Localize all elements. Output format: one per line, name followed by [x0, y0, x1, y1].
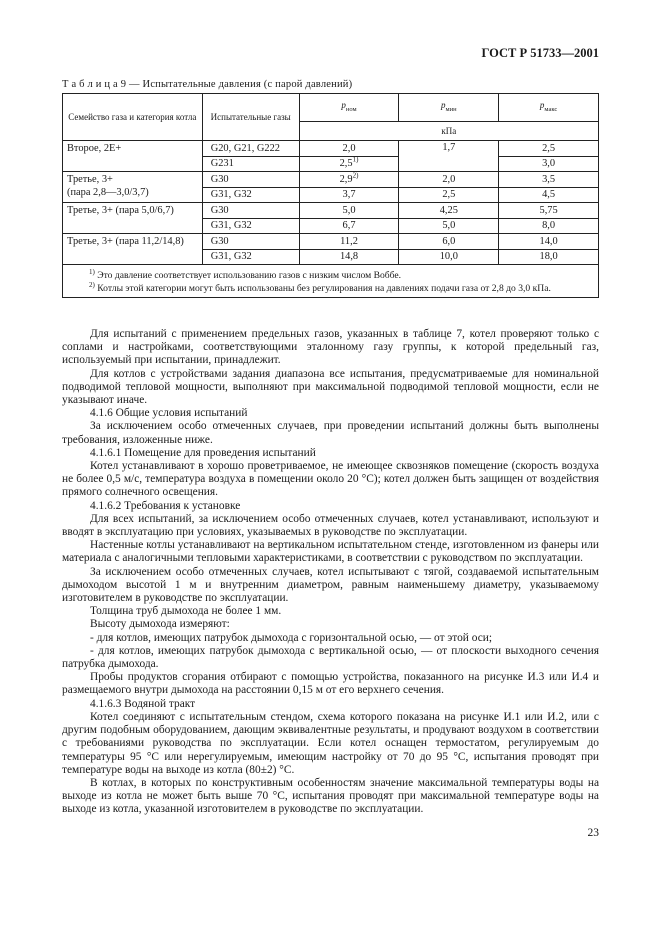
cell-max: 8,0 [499, 218, 599, 234]
paragraph: За исключением особо отмеченных случаев, при проведении испытаний должны быть выполнены требования, изложенные ниже. [62, 420, 599, 446]
cell-min: 1,7 [399, 141, 499, 172]
paragraph: В котлах, в которых по конструктивным особенностям значение максимальной температуры воды на выходе из котла не может быть выше 70 °С, испытания проводят при максимальной температуре воды на выходе из котла, указанной изготовителем в руководстве по эксплуатации. [62, 776, 599, 816]
header-p-nom: $p_{ном}$ [299, 94, 399, 122]
paragraph: Котел устанавливают в хорошо проветриваемое, не имеющее сквозняков помещение (скорость воздуха не более 0,5 м/с, температура воздуха в помещении около 20 °С); котел должен быть защищен от воздействия прямого солнечного освещения. [62, 460, 599, 499]
paragraph: Толщина труб дымохода не более 1 мм. [90, 605, 282, 618]
cell-max: 4,5 [499, 187, 599, 203]
cell-gas: G30 [202, 203, 299, 219]
cell-nom: 2,9$^{2)}$ [299, 172, 399, 188]
cell-gas: G31, G32 [202, 218, 299, 234]
cell-gas: G20, G21, G222 [202, 141, 299, 157]
table-notes-row [63, 265, 599, 298]
paragraph: Для всех испытаний, за исключением особо отмеченных случаев, котел устанавливают, используют и вводят в эксплуатацию при условиях, указываемых в руководстве по эксплуатации. [62, 512, 599, 539]
cell-min: 10,0 [399, 249, 499, 265]
cell-nom: 3,7 [299, 187, 399, 203]
paragraph: Для испытаний с применением предельных газов, указанных в таблице 7, котел проверяют только с соплами и настройками, соответствующими эталонному газу группы, к которой предельный газ, используемый при испытании, принадлежит. [62, 328, 599, 367]
cell-min: 2,0 [399, 172, 499, 188]
footnote-mark: 1) [352, 155, 359, 164]
cell-nom: 2,0 [299, 141, 399, 157]
cell-max: 3,0 [499, 156, 599, 172]
cell-max: 5,75 [499, 203, 599, 219]
header-p-min: $p_{мин}$ [399, 94, 499, 122]
document-header: ГОСТ Р 51733—2001 [481, 46, 599, 60]
paragraph: - для котлов, имеющих патрубок дымохода с горизонтальной осью, — от этой оси; [90, 631, 493, 644]
cell-gas: G31, G32 [202, 249, 299, 265]
cell-family: Третье, 3+ (пара 11,2/14,8) [63, 234, 203, 265]
header-p-max: $p_{макс}$ [499, 94, 599, 122]
paragraph: За исключением особо отмеченных случаев, котел испытывают с тягой, создаваемой испытательным дымоходом высотой 1 м и внутренним диаметром, равным наименьшему диаметру, указываемому изготовителем в руководстве по эксплуатации. [62, 565, 599, 605]
cell-family: Третье, 3+ (пара 2,8—3,0/3,7) [63, 172, 203, 203]
cell-gas: G231 [202, 156, 299, 172]
section-heading: 4.1.6.2 Требования к установке [90, 499, 241, 512]
paragraph: Настенные котлы устанавливают на вертикальном испытательном стенде, изготовленном из фанеры или материала с аналогичными тепловыми характеристиками, в соответствии с руководством по эксплуатации. [62, 539, 599, 565]
table-notes [63, 265, 599, 298]
table-caption: Т а б л и ц а 9 — Испытательные давления (с парой давлений) [62, 79, 353, 90]
header-gases: Испытательные газы [202, 94, 299, 141]
cell-gas: G30 [202, 172, 299, 188]
cell-max: 14,0 [499, 234, 599, 250]
cell-min: 4,25 [399, 203, 499, 219]
paragraph: Для котлов с устройствами задания диапазона все испытания, предусматриваемые для номинальной подводимой тепловой мощности, выполняют при максимальной подводимой тепловой мощности, если не указывают иначе. [62, 367, 599, 407]
header-unit: кПа [299, 122, 598, 141]
cell-gas: G30 [202, 234, 299, 250]
pressure-table [62, 93, 599, 298]
cell-max: 3,5 [499, 172, 599, 188]
cell-nom: 2,5$^{1)}$ [299, 156, 399, 172]
section-heading: 4.1.6.3 Водяной тракт [90, 697, 196, 710]
header-family: Семейство газа и категория котла [63, 94, 203, 141]
cell-max: 2,5 [499, 141, 599, 157]
paragraph: - для котлов, имеющих патрубок дымохода с вертикальной осью, — от плоскости выходного сечения патрубка дымохода. [62, 644, 599, 671]
cell-min: 2,5 [399, 187, 499, 203]
cell-gas: G31, G32 [202, 187, 299, 203]
cell-nom: 14,8 [299, 249, 399, 265]
section-heading: 4.1.6.1 Помещение для проведения испытаний [90, 446, 316, 459]
table-note: $^{1)}$ Это давление соответствует использованию газов с низким числом Воббе. [89, 267, 402, 281]
cell-nom: 5,0 [299, 203, 399, 219]
paragraph: Высоту дымохода измеряют: [90, 618, 230, 631]
table-row [63, 203, 599, 219]
table-note: $^{2)}$ Котлы этой категории могут быть использованы без регулирования на давлениях подачи газа от 2,8 до 3,0 кПа. [89, 280, 551, 294]
body-text [62, 328, 599, 817]
section-heading: 4.1.6 Общие условия испытаний [90, 407, 248, 420]
cell-nom: 6,7 [299, 218, 399, 234]
cell-min: 6,0 [399, 234, 499, 250]
cell-min: 5,0 [399, 218, 499, 234]
cell-family: Второе, 2Е+ [63, 141, 203, 172]
paragraph: Пробы продуктов сгорания отбирают с помощью устройства, показанного на рисунке И.3 или И.4 и размещаемого внутри дымохода на расстоянии 0,15 м от его верхнего сечения. [62, 671, 599, 697]
cell-max: 18,0 [499, 249, 599, 265]
page-number: 23 [587, 827, 599, 839]
paragraph: Котел соединяют с испытательным стендом, схема которого показана на рисунке И.1 или И.2, или с другим подобным оборудованием, дающим эквивалентные результаты, и продувают воздухом в соответствии с требованиями руководства по эксплуатации. Если котел оснащен термостатом, регулируемым до температуры 95 °С или нерегулируемым, имеющим настройку от 70 до 95 °С, испытания проводят при температуре воды на выходе из котла (80±2) °С. [62, 710, 599, 776]
cell-nom: 11,2 [299, 234, 399, 250]
table-row [63, 172, 599, 188]
table-row [63, 141, 599, 157]
footnote-mark: 2) [352, 171, 359, 180]
cell-family: Третье, 3+ (пара 5,0/6,7) [63, 203, 203, 234]
table-row [63, 234, 599, 250]
